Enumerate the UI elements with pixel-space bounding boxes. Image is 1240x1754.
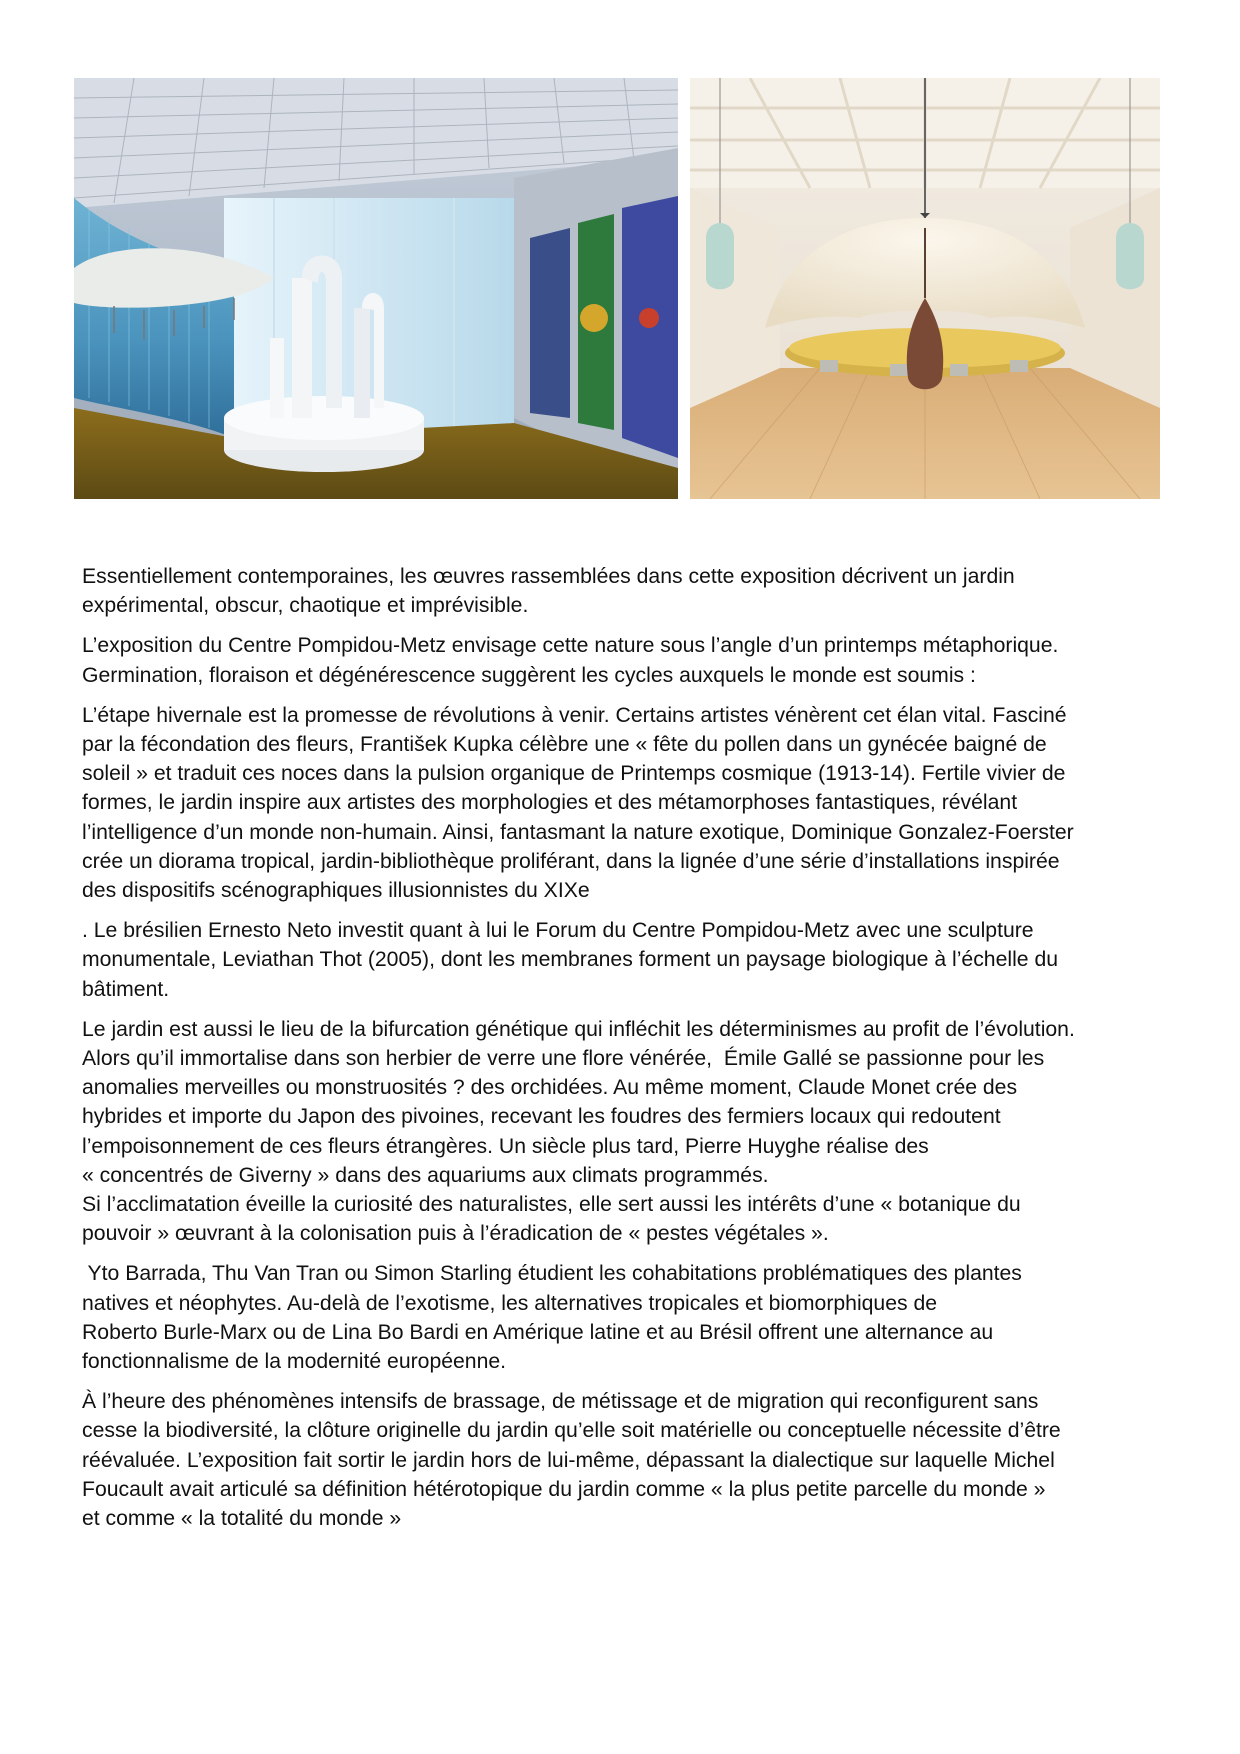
paragraph-line: par la fécondation des fleurs, František Kupka célèbre une « fête du pollen dans un gynécée baigné de [82,733,1047,757]
article-body [82,562,1162,1544]
paragraph-line: bâtiment. [82,977,170,1001]
paragraph [82,1015,1162,1249]
paragraph-line: des dispositifs scénographiques illusionnistes du XIXe [82,879,590,903]
paragraph-line: cesse la biodiversité, la clôture originelle du jardin qu’elle soit matérielle ou conceptuelle nécessite d’être [82,1419,1061,1443]
paragraph-line: Yto Barrada, Thu Van Tran ou Simon Starling étudient les cohabitations problématiques des plantes [82,1262,1022,1286]
paragraph [82,562,1162,620]
paragraph-line: L’étape hivernale est la promesse de révolutions à venir. Certains artistes vénèrent cet élan vital. Fasciné [82,703,1067,727]
paragraph-line: expérimental, obscur, chaotique et imprévisible. [82,594,529,618]
paragraph-line: réévaluée. L’exposition fait sortir le jardin hors de lui-même, dépassant la dialectique sur laquelle Michel [82,1448,1055,1472]
paragraph-line: Roberto Burle-Marx ou de Lina Bo Bardi en Amérique latine et au Brésil offrent une alternance au [82,1320,994,1344]
exhibition-photo-left [74,78,678,499]
paragraph-line: l’empoisonnement de ces fleurs étrangères. Un siècle plus tard, Pierre Huyghe réalise des [82,1134,929,1158]
exhibition-photo-right [690,78,1160,499]
paragraph-line: et comme « la totalité du monde » [82,1507,402,1531]
paragraph [82,631,1162,689]
paragraph-line: Alors qu’il immortalise dans son herbier de verre une flore vénérée, Émile Gallé se passionne pour les [82,1047,1045,1071]
paragraph-line: « concentrés de Giverny » dans des aquariums aux climats programmés. [82,1163,769,1187]
paragraph-line: Le jardin est aussi le lieu de la bifurcation génétique qui infléchit les déterminismes au profit de l’évolution. [82,1017,1075,1041]
paragraph-line: formes, le jardin inspire aux artistes des morphologies et des métamorphoses fantastiques, révélant [82,791,1018,815]
paragraph-line: À l’heure des phénomènes intensifs de brassage, de métissage et de migration qui reconfigurent sans [82,1390,1039,1414]
paragraph-line: soleil » et traduit ces noces dans la pulsion organique de Printemps cosmique (1913-14). Fertile vivier de [82,762,1066,786]
paragraph-line: anomalies merveilles ou monstruosités ? des orchidées. Au même moment, Claude Monet crée des [82,1076,1018,1100]
paragraph [82,916,1162,1004]
paragraph-line: hybrides et importe du Japon des pivoines, recevant les foudres des fermiers locaux qui redoutent [82,1105,1001,1129]
paragraph-line: Foucault avait articulé sa définition hétérotopique du jardin comme « la plus petite parcelle du monde » [82,1477,1046,1501]
paragraph-line: Germination, floraison et dégénérescence suggèrent les cycles auxquels le monde est soumis : [82,663,976,687]
paragraph-line: monumentale, Leviathan Thot (2005), dont les membranes forment un paysage biologique à l’échelle du [82,948,1059,972]
paragraph-line: natives et néophytes. Au-delà de l’exotisme, les alternatives tropicales et biomorphiques de [82,1291,938,1315]
paragraph [82,1259,1162,1376]
paragraph-line: . Le brésilien Ernesto Neto investit quant à lui le Forum du Centre Pompidou-Metz avec une sculpture [82,919,1034,943]
paragraph-line: L’exposition du Centre Pompidou-Metz envisage cette nature sous l’angle d’un printemps métaphorique. [82,634,1059,658]
paragraph-line: l’intelligence d’un monde non-humain. Ainsi, fantasmant la nature exotique, Dominique Gonzalez-Foerster [82,820,1074,844]
paragraph-line: pouvoir » œuvrant à la colonisation puis à l’éradication de « pestes végétales ». [82,1222,829,1246]
paragraph [82,1387,1162,1533]
paragraph-line: Essentiellement contemporaines, les œuvres rassemblées dans cette exposition décrivent un jardin [82,565,1015,588]
paragraph [82,701,1162,905]
paragraph-line: fonctionnalisme de la modernité européenne. [82,1350,507,1374]
paragraph-line: crée un diorama tropical, jardin-bibliothèque proliférant, dans la lignée d’une série d’installations inspirée [82,849,1060,873]
paragraph-line: Si l’acclimatation éveille la curiosité des naturalistes, elle sert aussi les intérêts d’une « botanique du [82,1193,1021,1217]
